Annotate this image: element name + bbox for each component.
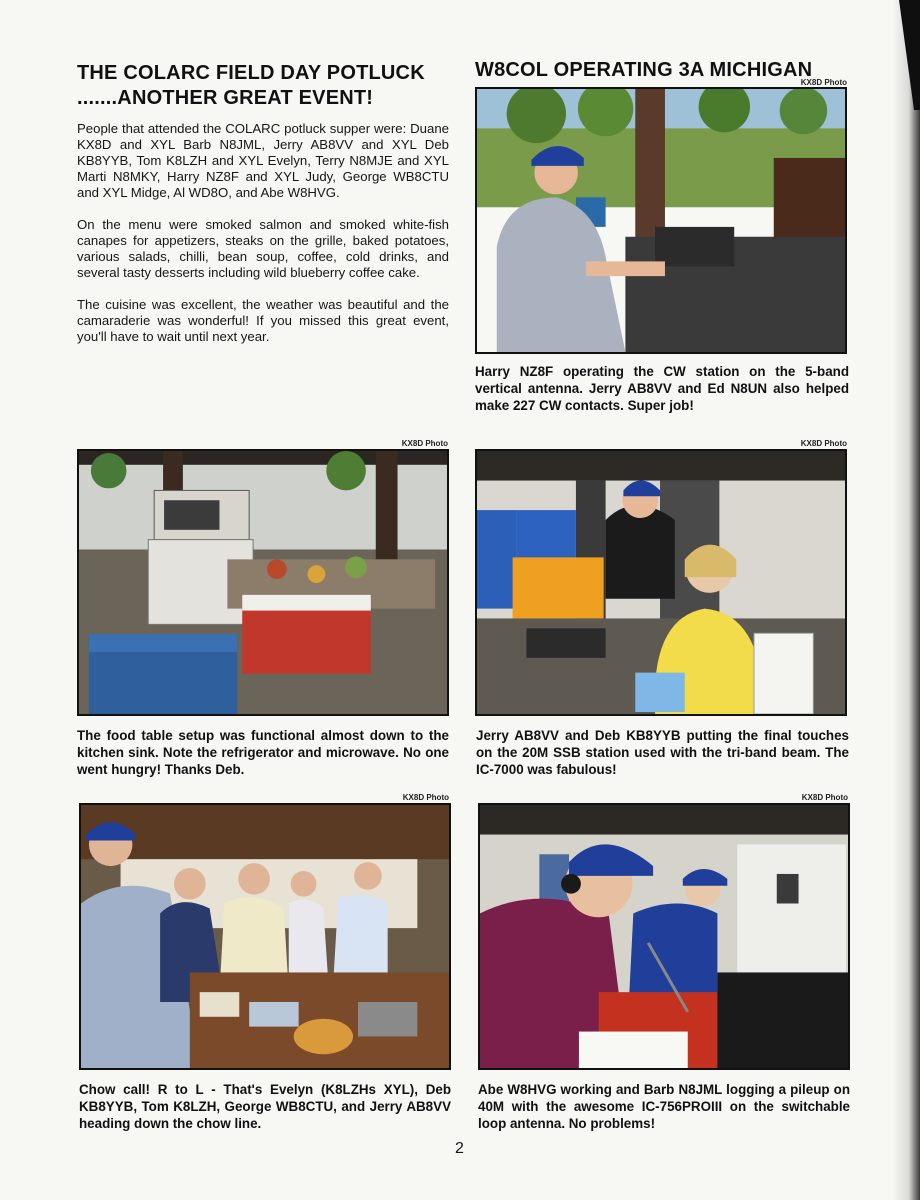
right-article-title: W8COL OPERATING 3A MICHIGAN [475, 59, 813, 81]
photo-credit: KX8D Photo [801, 793, 848, 802]
left-article-title-line2: .......ANOTHER GREAT EVENT! [77, 87, 374, 109]
photo-credit: KX8D Photo [402, 793, 449, 802]
photo-caption-ssb-station: Jerry AB8VV and Deb KB8YYB putting the final touches on the 20M SSB station used with the tri-band beam. The IC-7000 was fabulous! [476, 728, 849, 777]
article-paragraph-closing: The cuisine was excellent, the weather was beautiful and the camaraderie was wonderful! If you missed this great event, you'll have to wait until next year. [77, 297, 449, 344]
photo-ssb-station [475, 449, 847, 716]
photo-caption-40m-pileup: Abe W8HVG working and Barb N8JML logging a pileup on 40M with the awesome IC-756PROIII on the switchable loop antenna. No problems! [478, 1082, 850, 1131]
left-article-title-line1: THE COLARC FIELD DAY POTLUCK [77, 62, 425, 84]
left-article-body [77, 121, 449, 361]
page-edge-shadow [892, 0, 920, 1200]
photo-chow-line [79, 803, 451, 1070]
photo-credit: KX8D Photo [401, 439, 448, 448]
page-number: 2 [455, 1140, 464, 1157]
photo-cw-station [475, 87, 847, 354]
photo-food-table [77, 449, 449, 716]
photo-40m-pileup [478, 803, 850, 1070]
photo-caption-chow-line: Chow call! R to L - That's Evelyn (K8LZHs XYL), Deb KB8YYB, Tom K8LZH, George WB8CTU, and Jerry AB8VV heading down the chow line. [79, 1082, 451, 1131]
photo-credit: KX8D Photo [800, 78, 847, 87]
photo-caption-food-table: The food table setup was functional almost down to the kitchen sink. Note the refrigerator and microwave. No one went hungry! Thanks Deb. [77, 728, 449, 777]
article-paragraph-attendees: People that attended the COLARC potluck supper were: Duane KX8D and XYL Barb N8JML, Jerry AB8VV and XYL Deb KB8YYB, Tom K8LZH and XYL Evelyn, Terry N8MJE and XYL Marti N8MKY, Harry NZ8F and XYL Judy, George WB8CTU and XYL Midge, Al WD8O, and Abe W8HVG. [77, 121, 449, 200]
article-paragraph-menu: On the menu were smoked salmon and smoked white-fish canapes for appetizers, steaks on the grille, baked potatoes, various salads, chilli, bean soup, coffee, cold drinks, and several tasty desserts including wild blueberry coffee cake. [77, 217, 449, 280]
photo-caption-cw-station: Harry NZ8F operating the CW station on the 5-band vertical antenna. Jerry AB8VV and Ed N8UN also helped make 227 CW contacts. Super job! [475, 364, 849, 413]
photo-credit: KX8D Photo [800, 439, 847, 448]
